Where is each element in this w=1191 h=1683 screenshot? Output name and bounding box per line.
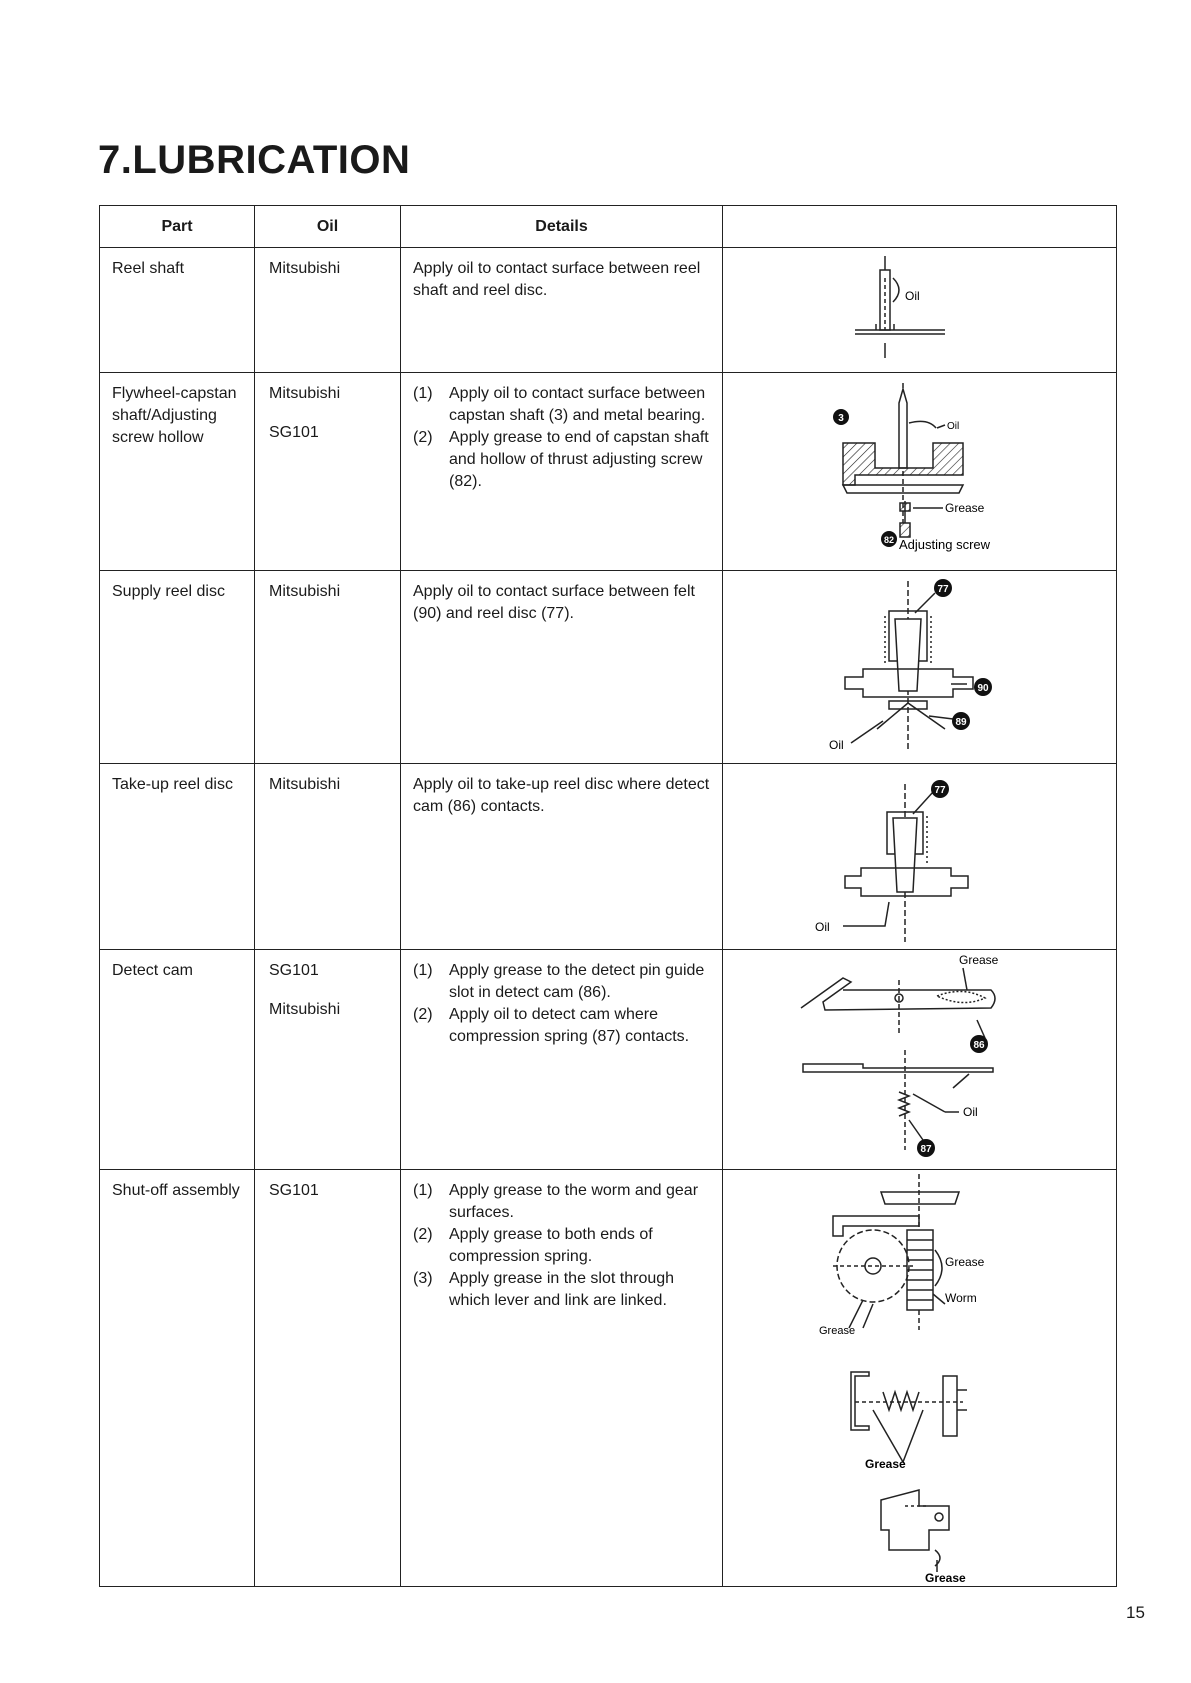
table-row xyxy=(100,764,1117,950)
callout-number: 3 xyxy=(838,413,844,424)
oil-type: Mitsubishi xyxy=(269,260,341,277)
figure-label: Oil xyxy=(963,1105,978,1119)
header-part: Part xyxy=(100,206,255,248)
callout-number: 77 xyxy=(937,584,949,595)
figure-cell xyxy=(723,571,1117,764)
header-figure xyxy=(723,206,1117,248)
steps-list xyxy=(413,1180,716,1312)
callout-number: 90 xyxy=(977,683,989,694)
step-item: (3) Apply grease in the slot through which lever and link are linked. xyxy=(413,1270,675,1309)
details-cell xyxy=(401,571,723,764)
callout-number: 82 xyxy=(883,535,895,545)
figure-label: Worm xyxy=(945,1291,977,1305)
oil-type: SG101 xyxy=(269,962,319,979)
details-cell xyxy=(401,950,723,1170)
figure-label: Grease xyxy=(945,1255,985,1269)
details-cell xyxy=(401,248,723,373)
supply-reel-diagram xyxy=(723,571,1116,762)
details-text: Apply oil to contact surface between felt (90) and reel disc (77). xyxy=(413,583,695,622)
oil-cell xyxy=(255,373,401,571)
oil-type: Mitsubishi xyxy=(269,776,341,793)
steps-list xyxy=(413,383,716,493)
figure-label: Oil xyxy=(815,920,830,934)
shutoff-diagram xyxy=(723,1170,1116,1585)
oil-cell xyxy=(255,1170,401,1587)
table-row xyxy=(100,248,1117,373)
figure-label: Adjusting screw xyxy=(899,537,991,552)
figure-label: Oil xyxy=(947,421,960,432)
details-text: Apply oil to take-up reel disc where detect cam (86) contacts. xyxy=(413,776,710,815)
part-cell xyxy=(100,1170,255,1587)
figure-label: Grease xyxy=(819,1325,856,1337)
step-item: (1) Apply grease to the worm and gear surfaces. xyxy=(413,1182,699,1221)
details-text: Apply oil to contact surface between reel shaft and reel disc. xyxy=(413,260,701,299)
callout-number: 87 xyxy=(920,1144,932,1155)
detect-cam-diagram xyxy=(723,950,1116,1168)
oil-type: SG101 xyxy=(269,1182,319,1199)
reel-shaft-diagram xyxy=(723,248,1116,371)
part-name: Flywheel-capstan shaft/Adjusting screw hollow xyxy=(112,385,237,446)
step-item: (1) Apply grease to the detect pin guide slot in detect cam (86). xyxy=(413,962,705,1001)
figure-label: Grease xyxy=(959,953,999,967)
oil-type: Mitsubishi xyxy=(269,583,341,600)
takeup-reel-diagram xyxy=(723,764,1116,948)
callout-number: 77 xyxy=(934,785,946,796)
part-name: Reel shaft xyxy=(112,260,185,277)
part-cell xyxy=(100,373,255,571)
header-row xyxy=(100,206,1117,248)
steps-list xyxy=(413,960,716,1048)
lubrication-table xyxy=(99,205,1117,1587)
details-cell xyxy=(401,373,723,571)
figure-label: Oil xyxy=(829,738,844,752)
step-item: (2) Apply oil to detect cam where compression spring (87) contacts. xyxy=(413,1006,690,1045)
oil-cell xyxy=(255,950,401,1170)
capstan-diagram xyxy=(723,373,1116,569)
header-oil: Oil xyxy=(255,206,401,248)
figure-cell xyxy=(723,1170,1117,1587)
details-cell xyxy=(401,764,723,950)
figure-cell xyxy=(723,764,1117,950)
header-details: Details xyxy=(401,206,723,248)
callout-number: 86 xyxy=(973,1040,985,1051)
oil-cell xyxy=(255,571,401,764)
table-row xyxy=(100,950,1117,1170)
oil-cell xyxy=(255,248,401,373)
figure-cell xyxy=(723,373,1117,571)
table-row xyxy=(100,1170,1117,1587)
part-cell xyxy=(100,950,255,1170)
figure-label: Grease xyxy=(945,501,985,515)
part-name: Detect cam xyxy=(112,962,193,979)
figure-label: Grease xyxy=(865,1457,906,1471)
part-cell xyxy=(100,571,255,764)
details-cell xyxy=(401,1170,723,1587)
figure-label: Grease xyxy=(925,1571,966,1585)
page-title: 7.LUBRICATION xyxy=(98,138,411,182)
part-name: Shut-off assembly xyxy=(112,1182,240,1199)
table-row xyxy=(100,373,1117,571)
part-name: Supply reel disc xyxy=(112,583,225,600)
callout-number: 89 xyxy=(955,717,967,728)
page-number: 15 xyxy=(1126,1603,1145,1622)
part-name: Take-up reel disc xyxy=(112,776,233,793)
part-cell xyxy=(100,764,255,950)
figure-cell xyxy=(723,248,1117,373)
oil-type: Mitsubishi xyxy=(269,1001,341,1018)
part-cell xyxy=(100,248,255,373)
figure-label: Oil xyxy=(905,289,920,303)
oil-cell xyxy=(255,764,401,950)
oil-type: SG101 xyxy=(269,424,319,441)
step-item: (2) Apply grease to end of capstan shaft and hollow of thrust adjusting screw (82). xyxy=(413,429,709,490)
table-row xyxy=(100,571,1117,764)
figure-cell xyxy=(723,950,1117,1170)
step-item: (2) Apply grease to both ends of compression spring. xyxy=(413,1226,653,1265)
step-item: (1) Apply oil to contact surface between capstan shaft (3) and metal bearing. xyxy=(413,385,706,424)
oil-type: Mitsubishi xyxy=(269,385,341,402)
